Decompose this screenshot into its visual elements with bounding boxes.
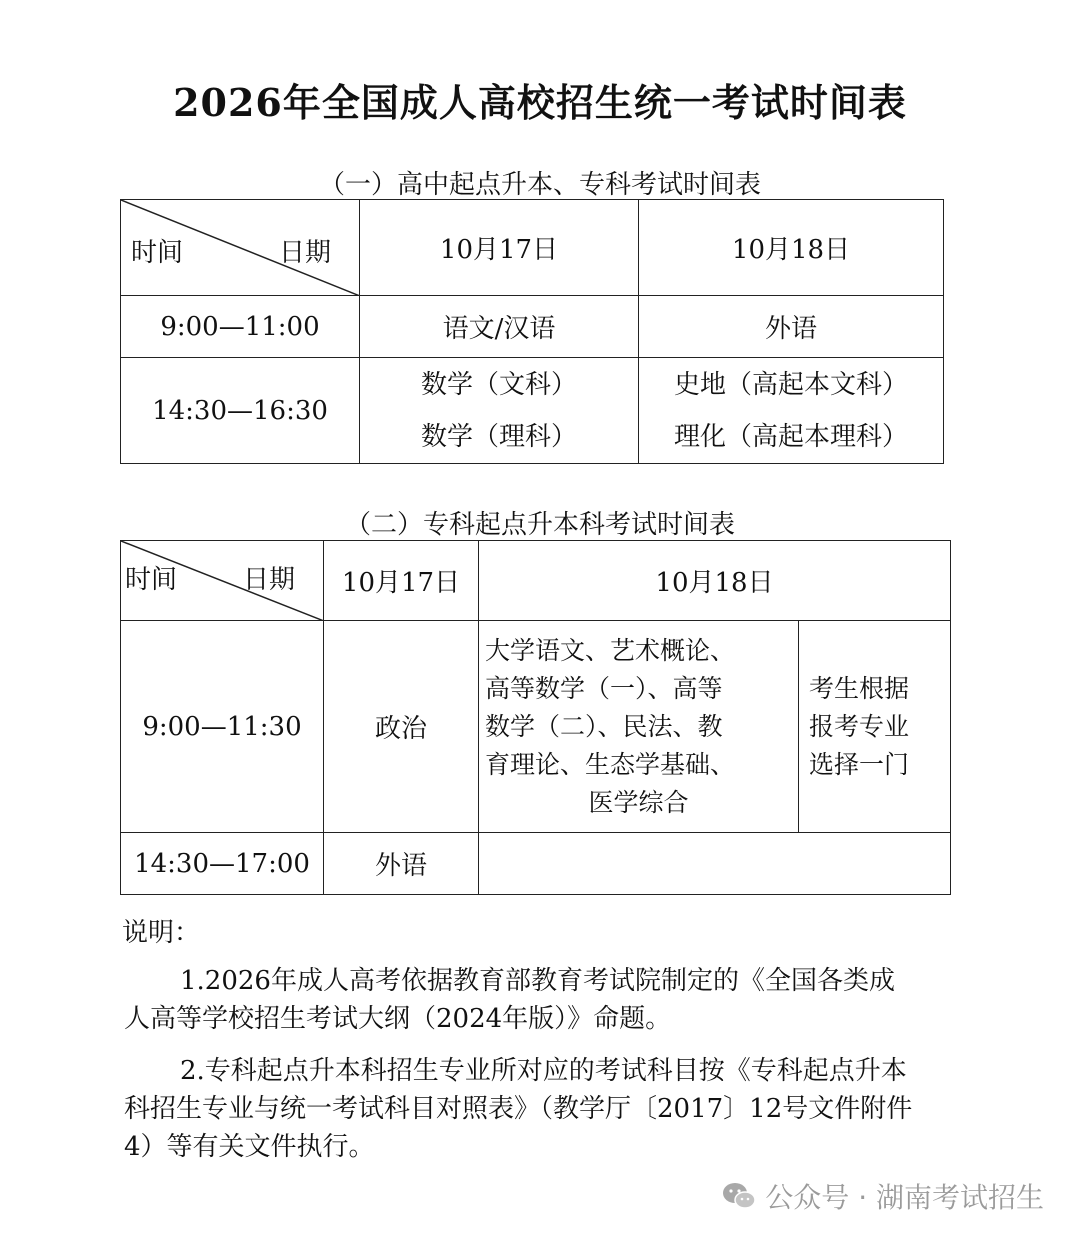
time-cell: 14:30—17:00	[121, 833, 324, 895]
time-cell: 9:00—11:30	[121, 621, 324, 833]
wechat-icon	[721, 1181, 757, 1211]
subject-line: 大学语文、艺术概论、	[485, 635, 736, 665]
subject-cell	[639, 358, 944, 464]
subject-cell: 外语	[324, 833, 479, 895]
note-line: 报考专业	[809, 711, 910, 741]
subject-cell	[360, 358, 639, 464]
choice-note-cell	[799, 621, 951, 833]
subject-line: 数学（二）、民法、教	[485, 711, 723, 741]
watermark-text: 公众号 · 湖南考试招生	[765, 1181, 1044, 1214]
subject-line: 理化（高起本理科）	[673, 421, 908, 452]
empty-cell	[479, 833, 951, 895]
date-header: 10月17日	[324, 541, 479, 621]
table1-caption: （一）高中起点升本、专科考试时间表	[318, 170, 761, 200]
subject-list-cell	[479, 621, 799, 833]
watermark	[721, 1176, 1044, 1216]
note-line: 考生根据	[809, 673, 910, 703]
time-cell: 14:30—16:30	[121, 358, 360, 464]
notes-heading: 说明：	[122, 918, 201, 948]
note-line: 选择一门	[809, 749, 910, 779]
subject-line: 高等数学（一）、高等	[485, 673, 723, 703]
date-header: 10月17日	[360, 200, 639, 296]
table2-caption: （二）专科起点升本科考试时间表	[344, 510, 735, 540]
date-header: 10月18日	[639, 200, 944, 296]
subject-line: 数学（文科）	[420, 369, 577, 400]
date-label: 日期	[278, 238, 331, 268]
subject-cell: 语文/汉语	[360, 296, 639, 358]
subject-cell: 外语	[639, 296, 944, 358]
exam-table-1	[120, 199, 944, 464]
header-diagonal-cell	[121, 541, 324, 621]
subject-line: 医学综合	[588, 787, 689, 817]
date-header: 10月18日	[479, 541, 951, 621]
time-label: 时间	[131, 238, 184, 268]
time-cell: 9:00—11:00	[121, 296, 360, 358]
note-item: 2.专科起点升本科招生专业所对应的考试科目按《专科起点升本科招生专业与统一考试科目对照表》（教学厅〔2017〕12号文件附件4）等有关文件执行。	[124, 1056, 913, 1162]
exam-table-2	[120, 540, 951, 895]
date-label: 日期	[242, 565, 295, 595]
note-item: 1.2026年成人高考依据教育部教育考试院制定的《全国各类成人高等学校招生考试大纲（2024年版）》命题。	[124, 966, 895, 1034]
page-title: 2026年全国成人高校招生统一考试时间表	[173, 80, 907, 125]
subject-line: 数学（理科）	[420, 421, 577, 452]
header-diagonal-cell	[121, 200, 360, 296]
subject-cell: 政治	[324, 621, 479, 833]
subject-line: 史地（高起本文科）	[673, 369, 908, 400]
subject-line: 育理论、生态学基础、	[485, 749, 736, 779]
time-label: 时间	[125, 565, 178, 595]
